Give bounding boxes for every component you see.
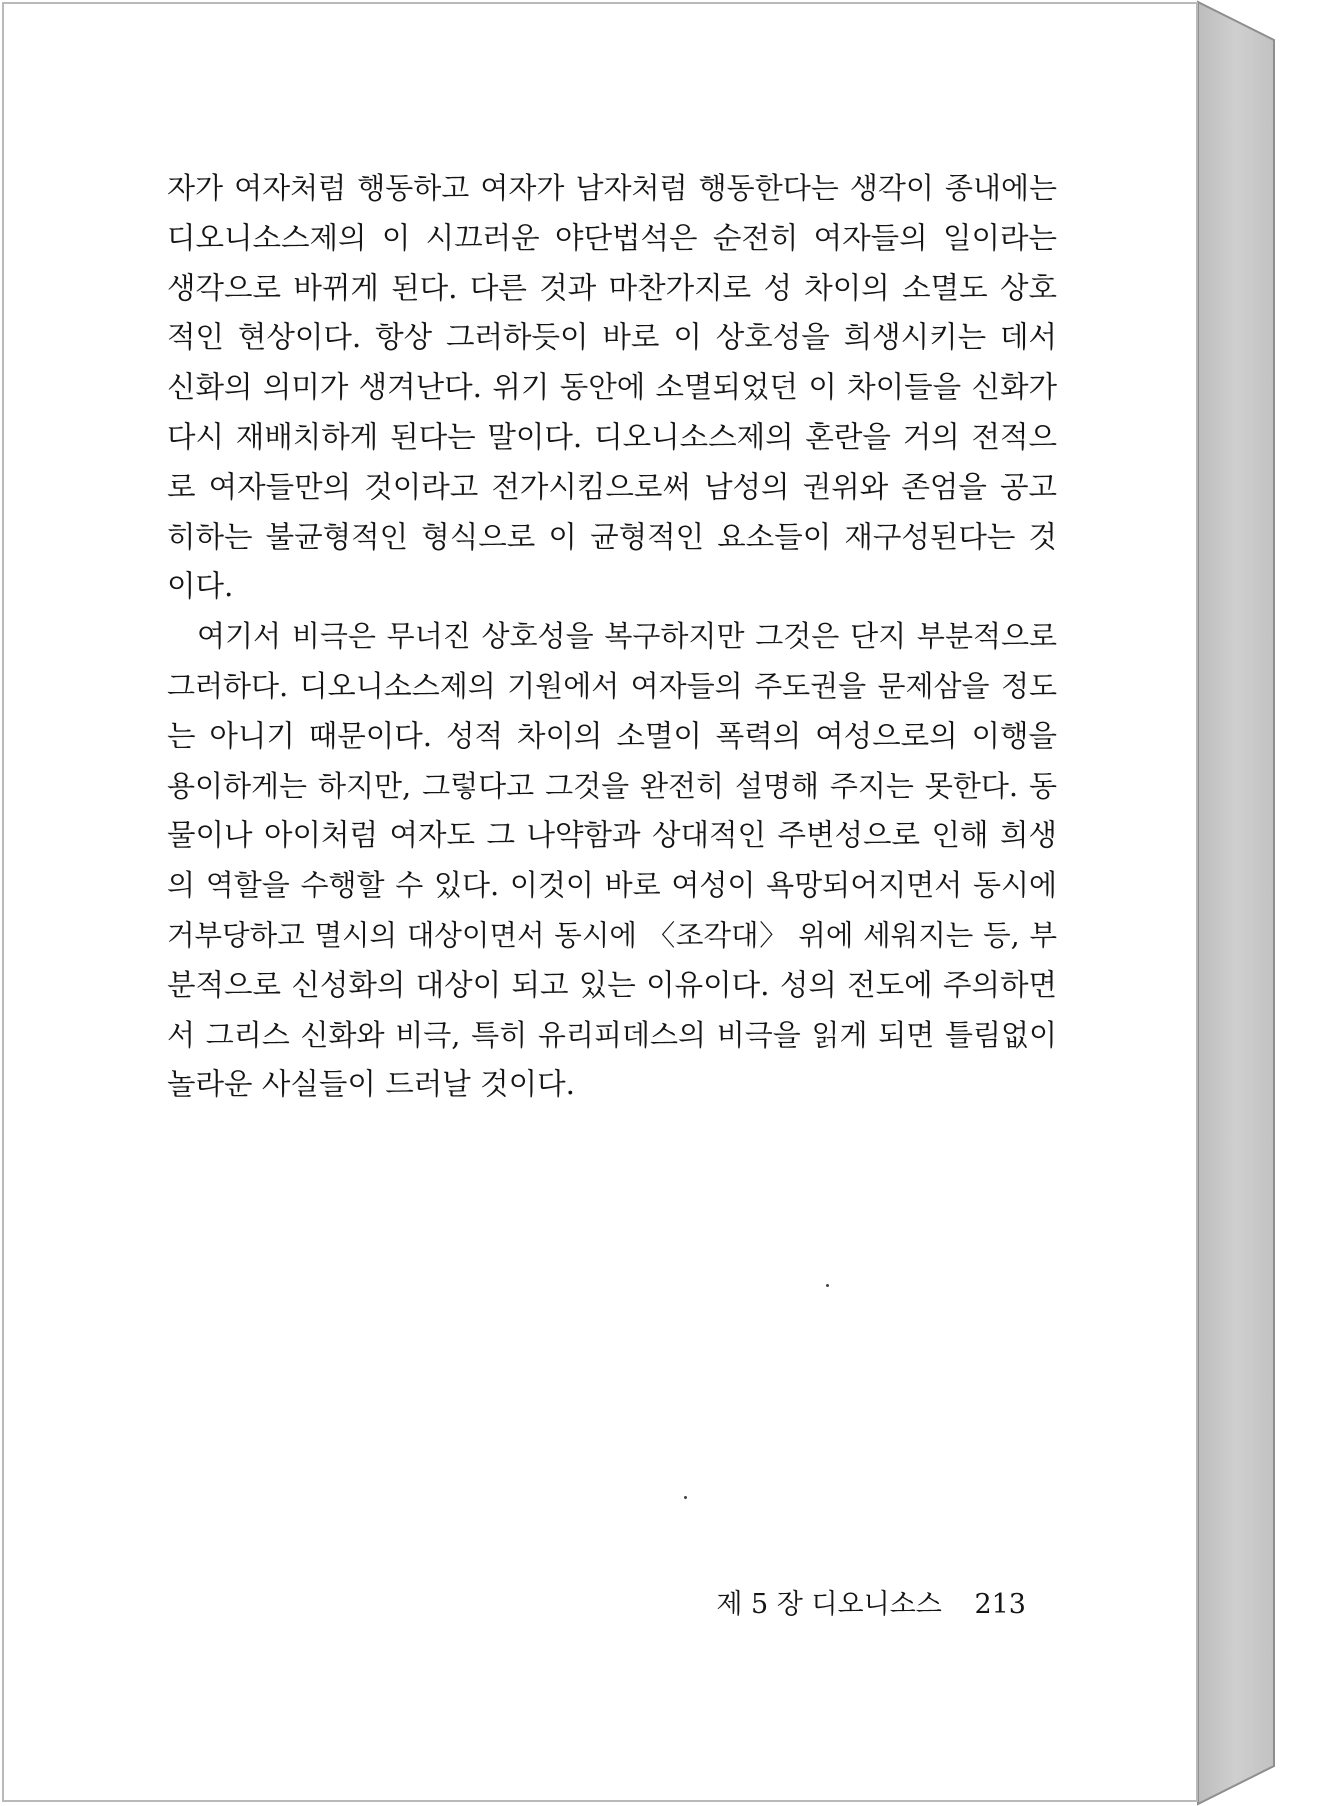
text-line: 분적으로 신성화의 대상이 되고 있는 이유이다. 성의 전도에 주의하면 (167, 967, 1057, 1002)
paragraph-2 (167, 612, 1057, 1110)
text-line: 적인 현상이다. 항상 그러하듯이 바로 이 상호성을 희생시키는 데서 (167, 320, 1057, 355)
text-line: 그러하다. 디오니소스제의 기원에서 여자들의 주도권을 문제삼을 정도 (167, 668, 1057, 703)
text-line: 거부당하고 멸시의 대상이면서 동시에 〈조각대〉 위에 세워지는 등, 부 (167, 918, 1057, 952)
text-line: 자가 여자처럼 행동하고 여자가 남자처럼 행동한다는 생각이 종내에는 (167, 171, 1057, 205)
text-line: 생각으로 바뀌게 된다. 다른 것과 마찬가지로 성 차이의 소멸도 상호 (167, 270, 1057, 305)
text-line: 용이하게는 하지만, 그렇다고 그것을 완전히 설명해 주지는 못한다. 동 (167, 768, 1057, 803)
text-line: 서 그리스 신화와 비극, 특히 유리피데스의 비극을 읽게 되면 틀림없이 (167, 1017, 1057, 1052)
body-text (167, 164, 1057, 1110)
text-line: 로 여자들만의 것이라고 전가시킴으로써 남성의 권위와 존엄을 공고 (167, 469, 1057, 504)
text-line: 는 아니기 때문이다. 성적 차이의 소멸이 폭력의 여성으로의 이행을 (167, 718, 1057, 753)
text-line: 다시 재배치하게 된다는 말이다. 디오니소스제의 혼란을 거의 전적으 (167, 419, 1057, 454)
scan-speck (684, 1496, 687, 1499)
text-line: 신화의 의미가 생겨난다. 위기 동안에 소멸되었던 이 차이들을 신화가 (167, 370, 1057, 405)
text-line: 놀라운 사실들이 드러날 것이다. (167, 1067, 575, 1102)
chapter-title: 제 5 장 디오니소스 (716, 1589, 942, 1620)
text-line: 물이나 아이처럼 여자도 그 나약함과 상대적인 주변성으로 인해 희생 (167, 818, 1057, 853)
text-line: 이다. (167, 569, 234, 604)
text-line: 여기서 비극은 무너진 상호성을 복구하지만 그것은 단지 부분적으로 (197, 619, 1057, 654)
text-line: 의 역할을 수행할 수 있다. 이것이 바로 여성이 욕망되어지면서 동시에 (167, 868, 1057, 903)
text-line: 히하는 불균형적인 형식으로 이 균형적인 요소들이 재구성된다는 것 (167, 519, 1057, 554)
running-footer (716, 1582, 1026, 1621)
paragraph-1 (167, 164, 1057, 612)
text-line: 디오니소스제의 이 시끄러운 야단법석은 순전히 여자들의 일이라는 (167, 220, 1057, 255)
page-number: 213 (974, 1589, 1026, 1620)
scan-speck (826, 1284, 829, 1287)
